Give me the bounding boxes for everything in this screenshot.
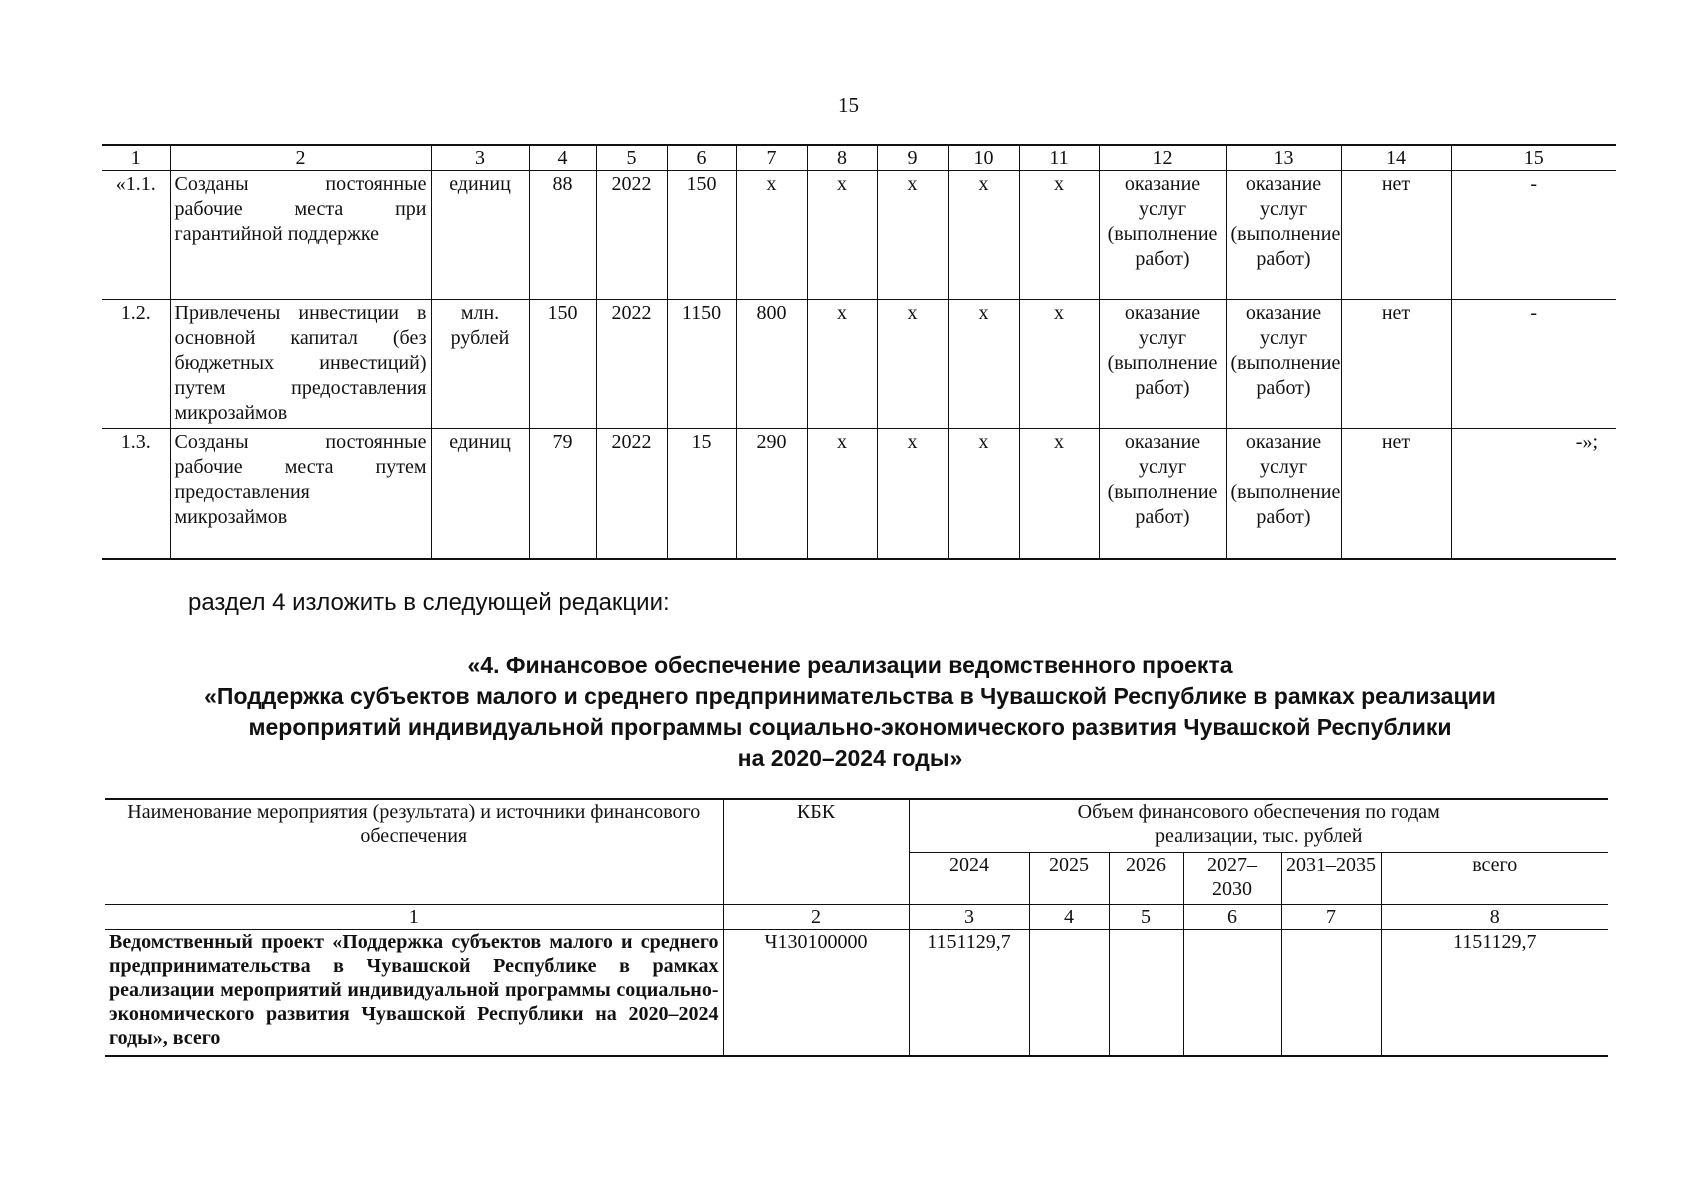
table-cell: х — [877, 171, 948, 300]
table-cell: х — [1019, 429, 1099, 560]
table-cell: оказание услуг (выполнение работ) — [1226, 429, 1341, 560]
year-header: 2026 — [1109, 852, 1183, 905]
column-number: 8 — [807, 145, 877, 171]
header-volume: Объем финансового обеспечения по годам реализации, тыс. рублей — [909, 799, 1608, 852]
table-cell: 1150 — [667, 300, 736, 429]
amount-2024: 1151129,7 — [909, 930, 1029, 1057]
table-cell: х — [948, 171, 1019, 300]
table-cell: оказание услуг (выполнение работ) — [1226, 300, 1341, 429]
indicators-table — [102, 144, 1616, 560]
year-header: 2031–2035 — [1281, 852, 1381, 905]
table-cell: -»; — [1451, 429, 1616, 560]
page-number: 15 — [838, 93, 859, 117]
table-row — [102, 171, 1616, 300]
table-cell: нет — [1341, 429, 1451, 560]
column-number: 13 — [1226, 145, 1341, 171]
table-cell: - — [1451, 300, 1616, 429]
column-number: 8 — [1381, 905, 1608, 930]
table-row — [102, 429, 1616, 560]
instruction-text: раздел 4 изложить в следующей редакции: — [188, 589, 670, 616]
result-name: Созданы постоянные рабочие места при гарантийной поддержке — [170, 171, 431, 300]
header-name: Наименование мероприятия (результата) и источники финансового обеспечения — [105, 799, 723, 905]
financing-table — [105, 798, 1608, 1057]
header-kbk: КБК — [723, 799, 909, 905]
column-number: 3 — [431, 145, 529, 171]
result-name: Привлечены инвестиции в основной капитал (без бюджетных инвестиций) путем предоставления микрозаймов — [170, 300, 431, 429]
table-cell: 2022 — [596, 429, 667, 560]
table-cell: х — [807, 429, 877, 560]
column-number: 5 — [1109, 905, 1183, 930]
table-cell: х — [736, 171, 807, 300]
year-header: 2025 — [1029, 852, 1109, 905]
table-cell: х — [877, 429, 948, 560]
table-cell: х — [1019, 171, 1099, 300]
table-header-row — [105, 799, 1608, 852]
column-number: 15 — [1451, 145, 1616, 171]
column-number: 3 — [909, 905, 1029, 930]
table-cell: нет — [1341, 300, 1451, 429]
table-cell: 150 — [529, 300, 596, 429]
table-cell: 88 — [529, 171, 596, 300]
table-cell: 290 — [736, 429, 807, 560]
table-row — [105, 930, 1608, 1057]
column-number: 11 — [1019, 145, 1099, 171]
table-row — [102, 300, 1616, 429]
unit-cell: единиц — [431, 429, 529, 560]
table-cell: х — [877, 300, 948, 429]
section-heading-line: на 2020–2024 годы» — [737, 745, 963, 771]
table-cell: х — [1019, 300, 1099, 429]
column-number: 7 — [736, 145, 807, 171]
table-cell: оказание услуг (выполнение работ) — [1099, 171, 1226, 300]
table-cell: 150 — [667, 171, 736, 300]
column-number: 12 — [1099, 145, 1226, 171]
row-number: 1.3. — [102, 429, 170, 560]
amount-2027-2030 — [1183, 930, 1281, 1057]
table-cell: х — [807, 171, 877, 300]
column-number: 6 — [1183, 905, 1281, 930]
column-number: 14 — [1341, 145, 1451, 171]
year-header: 2024 — [909, 852, 1029, 905]
column-numbers-row — [105, 905, 1608, 930]
table-cell: оказание услуг (выполнение работ) — [1099, 429, 1226, 560]
column-number: 1 — [105, 905, 723, 930]
column-number: 2 — [723, 905, 909, 930]
table-cell: 79 — [529, 429, 596, 560]
column-number: 6 — [667, 145, 736, 171]
table-cell: х — [948, 300, 1019, 429]
section-heading — [150, 650, 1550, 774]
result-name: Созданы постоянные рабочие места путем предоставления микрозаймов — [170, 429, 431, 560]
table-cell: х — [948, 429, 1019, 560]
kbk-cell: Ч130100000 — [723, 930, 909, 1057]
row-number: «1.1. — [102, 171, 170, 300]
column-number: 9 — [877, 145, 948, 171]
table-cell: оказание услуг (выполнение работ) — [1099, 300, 1226, 429]
column-number: 10 — [948, 145, 1019, 171]
section-heading-line: мероприятий индивидуальной программы социально-экономического развития Чувашской Республики — [248, 714, 1452, 740]
unit-cell: единиц — [431, 171, 529, 300]
table-cell: 2022 — [596, 300, 667, 429]
column-number: 5 — [596, 145, 667, 171]
project-name: Ведомственный проект «Поддержка субъектов малого и среднего предпринимательства в Чувашской Республике в рамках реализации мероприятий индивидуальной программы социально-экономического развития Чувашской Республики на 2020–2024 годы», всего — [105, 930, 723, 1057]
table-header-row — [102, 145, 1616, 171]
table-cell: оказание услуг (выполнение работ) — [1226, 171, 1341, 300]
table-cell: 2022 — [596, 171, 667, 300]
amount-2031-2035 — [1281, 930, 1381, 1057]
table-cell: х — [807, 300, 877, 429]
column-number: 1 — [102, 145, 170, 171]
column-number: 4 — [529, 145, 596, 171]
section-heading-line: «Поддержка субъектов малого и среднего предпринимательства в Чувашской Республике в рамках реализации — [204, 683, 1496, 709]
table-cell: - — [1451, 171, 1616, 300]
year-header: 2027–2030 — [1183, 852, 1281, 905]
amount-2026 — [1109, 930, 1183, 1057]
section-heading-line: «4. Финансовое обеспечение реализации ведомственного проекта — [467, 652, 1233, 678]
column-number: 4 — [1029, 905, 1109, 930]
amount-2025 — [1029, 930, 1109, 1057]
year-header: всего — [1381, 852, 1608, 905]
column-number: 7 — [1281, 905, 1381, 930]
amount-total: 1151129,7 — [1381, 930, 1608, 1057]
row-number: 1.2. — [102, 300, 170, 429]
table-cell: нет — [1341, 171, 1451, 300]
table-cell: 800 — [736, 300, 807, 429]
unit-cell: млн. рублей — [431, 300, 529, 429]
column-number: 2 — [170, 145, 431, 171]
table-cell: 15 — [667, 429, 736, 560]
